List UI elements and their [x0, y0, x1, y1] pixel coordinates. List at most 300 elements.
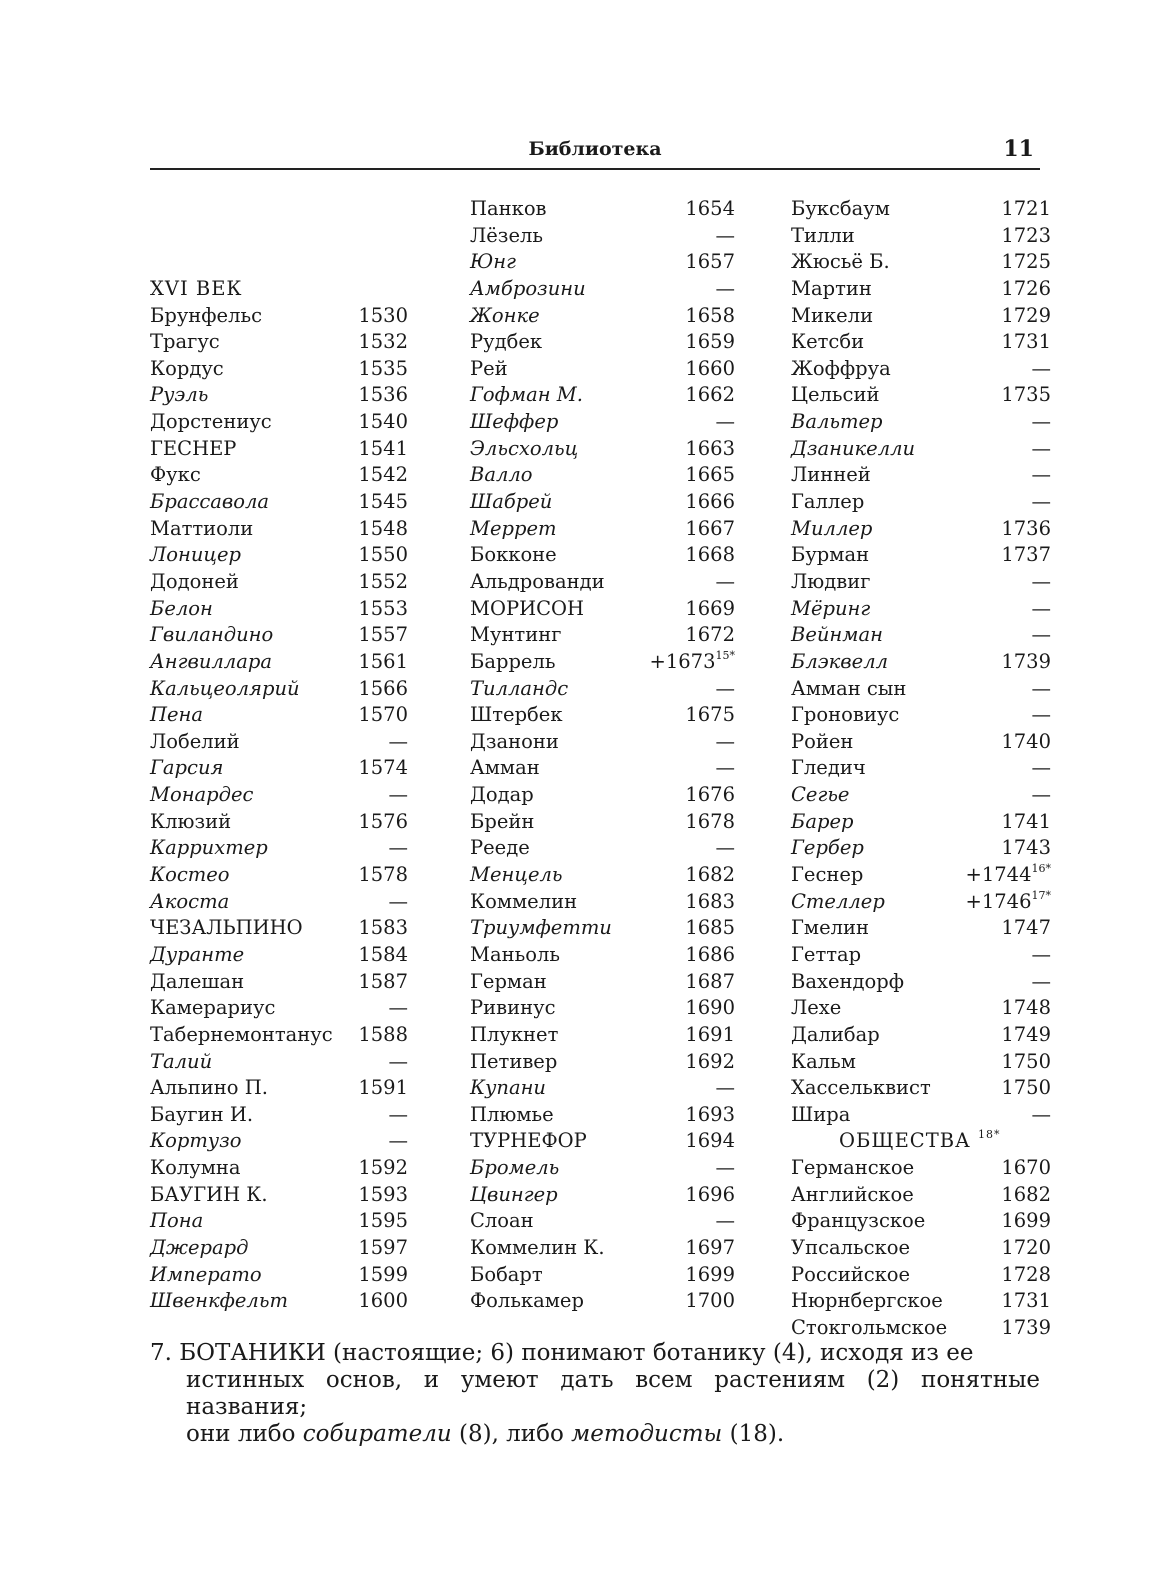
entry-name	[150, 1262, 262, 1289]
entry-name-text: Шабрей	[470, 490, 553, 514]
entry-year-text: —	[1031, 356, 1051, 380]
entry-name	[791, 276, 872, 303]
entry-name	[791, 1288, 943, 1315]
entry-name	[150, 809, 231, 836]
entry-row	[150, 649, 408, 676]
entry-row	[470, 862, 735, 889]
entry-name	[470, 889, 577, 916]
entry-name-text: Вальтер	[791, 410, 883, 434]
entry-row	[791, 649, 1051, 676]
entry-year	[685, 622, 735, 649]
entry-row	[791, 1262, 1051, 1289]
entry-year	[1032, 462, 1052, 489]
entry-year-text: 1720	[1001, 1235, 1051, 1259]
entry-name-text: Мёринг	[791, 596, 871, 620]
entry-year-text: 1548	[358, 516, 408, 540]
entry-name-text: Вахендорф	[791, 969, 904, 993]
entry-year	[716, 676, 736, 703]
entry-name	[150, 382, 208, 409]
entry-row	[791, 1102, 1051, 1129]
entry-name-text: Вейнман	[791, 623, 883, 647]
entry-year-text: 1694	[685, 1129, 735, 1153]
entry-year-text: —	[715, 1156, 735, 1180]
entry-row	[150, 516, 408, 543]
entry-name-text: Колумна	[150, 1156, 241, 1180]
entry-name-text: Коммелин К.	[470, 1235, 605, 1259]
entry-row	[150, 969, 408, 996]
entry-year-text: —	[715, 729, 735, 753]
entry-name-text: Барер	[791, 809, 854, 833]
entry-name-text: Амман	[470, 756, 540, 780]
entry-row	[150, 436, 408, 463]
entry-name	[150, 303, 262, 330]
entry-row	[470, 196, 735, 223]
entry-year	[685, 489, 735, 516]
entry-row	[791, 382, 1051, 409]
entry-name-text: Баррель	[470, 649, 556, 673]
entry-row	[150, 249, 408, 276]
entry-year	[1001, 1022, 1051, 1049]
entry-row	[470, 303, 735, 330]
entry-year-text: —	[1031, 410, 1051, 434]
entry-name-text: Пена	[150, 703, 204, 727]
entry-year	[358, 303, 408, 330]
entry-year-text: 1574	[358, 756, 408, 780]
entry-name	[470, 915, 612, 942]
entry-year	[1001, 196, 1051, 223]
entry-year-text: 1583	[358, 916, 408, 940]
entry-name-text: Кальм	[791, 1049, 856, 1073]
entry-name-text: Рей	[470, 356, 508, 380]
entry-year-text: 1676	[685, 783, 735, 807]
entry-row	[791, 569, 1051, 596]
entry-year	[685, 995, 735, 1022]
entry-name	[470, 276, 586, 303]
entry-row	[470, 1208, 735, 1235]
entry-row	[150, 915, 408, 942]
entry-year-text: 1595	[358, 1209, 408, 1233]
entry-name	[791, 303, 873, 330]
entry-name	[150, 1288, 288, 1315]
entry-year-text: —	[715, 410, 735, 434]
entry-name-text: Штербек	[470, 703, 563, 727]
entry-year	[358, 622, 408, 649]
entry-name	[791, 702, 899, 729]
entry-name-text: Шира	[791, 1102, 851, 1126]
entry-name-text: Амброзини	[470, 276, 586, 300]
entry-year	[358, 1075, 408, 1102]
entry-row	[150, 596, 408, 623]
entry-name	[470, 223, 543, 250]
entry-name	[791, 969, 904, 996]
entry-year-text: —	[715, 756, 735, 780]
entry-year	[1001, 329, 1051, 356]
entry-year	[1001, 516, 1051, 543]
entry-name-text: Каррихтер	[150, 836, 268, 860]
entry-name	[791, 1075, 931, 1102]
entry-year	[1001, 1262, 1051, 1289]
entry-year-text: +1673	[649, 649, 716, 673]
entry-name	[470, 329, 542, 356]
entry-name	[470, 382, 583, 409]
entry-year	[1032, 436, 1052, 463]
entry-name-text: Жюсьё Б.	[791, 250, 890, 274]
entry-name-text: Швенкфельт	[150, 1289, 288, 1313]
entry-name-text: Германское	[791, 1156, 915, 1180]
entry-year	[1001, 1155, 1051, 1182]
entry-row	[470, 569, 735, 596]
entry-year	[1032, 489, 1052, 516]
page-number: 11	[1003, 136, 1034, 162]
entry-year	[358, 356, 408, 383]
entry-name	[470, 1075, 546, 1102]
entry-year-text: 1731	[1001, 330, 1051, 354]
footnote-mark: 15*	[715, 648, 735, 662]
entry-year-text: 1737	[1001, 543, 1051, 567]
entry-name	[791, 835, 864, 862]
entry-year	[1032, 755, 1052, 782]
entry-row	[470, 1128, 735, 1155]
entry-name	[150, 1022, 333, 1049]
entry-year-text: 1693	[685, 1102, 735, 1126]
entry-year	[358, 1208, 408, 1235]
entry-year-text: —	[1031, 490, 1051, 514]
entry-year	[685, 1102, 735, 1129]
entry-year	[1001, 729, 1051, 756]
entry-year-text: —	[715, 276, 735, 300]
entry-row	[150, 1182, 408, 1209]
entry-name-text: ТУРНЕФОР	[470, 1129, 587, 1153]
entry-name-text: Руэль	[150, 383, 209, 407]
entry-name-text: ОБЩЕСТВА	[839, 1129, 971, 1153]
entry-row	[150, 1208, 408, 1235]
entry-year-text: —	[1031, 783, 1051, 807]
entry-name	[470, 1182, 558, 1209]
entry-name-text: Триумфетти	[470, 916, 612, 940]
entry-name	[470, 1022, 558, 1049]
entry-year	[358, 969, 408, 996]
entry-name	[150, 782, 253, 809]
entry-name	[150, 676, 300, 703]
entry-name-text: Линней	[791, 463, 871, 487]
entry-row	[150, 1075, 408, 1102]
entry-row	[150, 942, 408, 969]
entry-name-text: Альдрованди	[470, 569, 605, 593]
entry-year-text: —	[1031, 623, 1051, 647]
entry-row	[150, 1288, 408, 1315]
entry-name-text: Юнг	[470, 250, 516, 274]
entry-name	[150, 649, 272, 676]
running-title: Библиотека	[528, 138, 662, 160]
entry-year	[358, 1235, 408, 1262]
entry-year-text: —	[1031, 703, 1051, 727]
entry-name-text: Далешан	[150, 969, 245, 993]
entry-year-text: 1561	[358, 649, 408, 673]
entry-year	[685, 1128, 735, 1155]
entry-name	[791, 1022, 880, 1049]
entry-row	[470, 835, 735, 862]
entry-year	[1001, 1235, 1051, 1262]
entry-row	[791, 622, 1051, 649]
entry-row	[150, 1235, 408, 1262]
entry-name-text: Жоффруа	[791, 356, 891, 380]
column-3	[791, 196, 1051, 1342]
entry-year	[358, 676, 408, 703]
entry-name-text: Гвиландино	[150, 623, 274, 647]
entry-year-text: —	[388, 1049, 408, 1073]
entry-year-text: 1550	[358, 543, 408, 567]
entry-year	[358, 915, 408, 942]
entry-name	[150, 1235, 249, 1262]
entry-name	[791, 382, 879, 409]
entry-name-text: Стеллер	[791, 889, 885, 913]
entry-year	[685, 809, 735, 836]
entry-row	[791, 942, 1051, 969]
entry-year	[358, 409, 408, 436]
entry-name-text: Альпино П.	[150, 1076, 268, 1100]
entry-name-text: Хассельквист	[791, 1076, 931, 1100]
entry-name	[791, 622, 883, 649]
entry-year-text: 1668	[685, 543, 735, 567]
entry-name	[470, 702, 563, 729]
entry-row	[150, 835, 408, 862]
entry-year	[358, 1022, 408, 1049]
entry-year	[716, 223, 736, 250]
entry-row	[150, 729, 408, 756]
entry-year-text: —	[1031, 756, 1051, 780]
entry-year-text: 1741	[1001, 809, 1051, 833]
entry-name	[150, 729, 240, 756]
entry-name	[791, 862, 863, 889]
entry-year	[1032, 942, 1052, 969]
entry-year-text: —	[715, 836, 735, 860]
entry-name	[470, 835, 530, 862]
entry-name	[470, 356, 508, 383]
entry-row	[791, 1075, 1051, 1102]
entry-name	[150, 702, 203, 729]
entry-year-text: 1599	[358, 1262, 408, 1286]
entry-year-text: 1685	[685, 916, 735, 940]
entry-name-text: Плюмье	[470, 1102, 554, 1126]
entry-name-text: Гербер	[791, 836, 864, 860]
entry-year	[1032, 782, 1052, 809]
entry-year	[685, 782, 735, 809]
entry-name-text: Гарсия	[150, 756, 224, 780]
entry-name	[791, 649, 888, 676]
entry-year-text: 1699	[685, 1262, 735, 1286]
entry-name-text: Гледич	[791, 756, 866, 780]
entry-name-text: Пона	[150, 1209, 204, 1233]
entry-name-text: Лёзель	[470, 223, 543, 247]
entry-name-text: Клюзий	[150, 809, 232, 833]
entry-year	[358, 649, 408, 676]
entry-name-text: МОРИСОН	[470, 596, 584, 620]
footnote-mark: 18*	[978, 1128, 1001, 1142]
entry-name-text: Дзаникелли	[791, 436, 916, 460]
entry-year-text: 1690	[685, 996, 735, 1020]
entry-year-text: —	[388, 1129, 408, 1153]
entry-year	[716, 835, 736, 862]
entry-year-text: 1691	[685, 1022, 735, 1046]
entry-name-text: Табернемонтанус	[150, 1022, 333, 1046]
entry-name	[470, 782, 534, 809]
entry-year-text: 1675	[685, 703, 735, 727]
entry-year-text: 1557	[358, 623, 408, 647]
entry-year	[1001, 276, 1051, 303]
entry-name	[150, 1102, 253, 1129]
entry-row	[470, 676, 735, 703]
entry-year	[716, 569, 736, 596]
entry-year	[1032, 969, 1052, 996]
entry-name-text: Гофман М.	[470, 383, 583, 407]
entry-name	[839, 1128, 1001, 1155]
entry-name-text: Геттар	[791, 942, 862, 966]
entry-name	[791, 755, 866, 782]
entry-name-text: Акоста	[150, 889, 230, 913]
entry-year	[685, 356, 735, 383]
entry-name	[150, 622, 273, 649]
entry-name	[470, 729, 559, 756]
entry-year	[1001, 249, 1051, 276]
entry-name-text: Кальцеолярий	[150, 676, 300, 700]
entry-row	[150, 995, 408, 1022]
entry-name	[470, 942, 560, 969]
entry-name	[791, 995, 841, 1022]
entry-name-text: Стокгольмское	[791, 1315, 948, 1339]
entry-name	[791, 942, 861, 969]
entry-name-text: Ройен	[791, 729, 854, 753]
entry-name	[791, 729, 853, 756]
entry-year-text: 1600	[358, 1289, 408, 1313]
entry-name	[470, 1208, 534, 1235]
entry-year-text: —	[1031, 969, 1051, 993]
entry-name	[470, 1102, 554, 1129]
entry-row	[791, 249, 1051, 276]
entry-year	[716, 276, 736, 303]
entry-year-text: 1747	[1001, 916, 1051, 940]
entry-row	[470, 1288, 735, 1315]
entry-row	[470, 942, 735, 969]
entry-year-text: 1749	[1001, 1022, 1051, 1046]
column-2	[470, 196, 735, 1315]
entry-name	[470, 303, 540, 330]
entry-name-text: Талий	[150, 1049, 213, 1073]
entry-name	[150, 409, 272, 436]
entry-year-text: 1663	[685, 436, 735, 460]
entry-name	[470, 436, 578, 463]
entry-name-text: ЧЕЗАЛЬПИНО	[150, 916, 303, 940]
entry-name-text: Маньоль	[470, 942, 560, 966]
entry-year-text: —	[388, 1102, 408, 1126]
entry-row	[470, 729, 735, 756]
page-header	[150, 134, 1040, 170]
entry-year	[389, 1049, 409, 1076]
entry-year	[685, 702, 735, 729]
entry-year	[1001, 835, 1051, 862]
entry-row	[150, 329, 408, 356]
entry-name-text: Дуранте	[150, 942, 245, 966]
entry-year	[358, 1182, 408, 1209]
entry-year	[1001, 915, 1051, 942]
entry-row	[791, 223, 1051, 250]
entry-year-text: 1729	[1001, 303, 1051, 327]
entry-year-text: 1748	[1001, 996, 1051, 1020]
entry-year	[716, 1155, 736, 1182]
entry-row	[791, 462, 1051, 489]
entry-year-text: —	[1031, 676, 1051, 700]
entry-year	[358, 382, 408, 409]
entry-name-text: Кордус	[150, 356, 224, 380]
entry-name-text: Российское	[791, 1262, 911, 1286]
header-rule	[150, 168, 1040, 170]
entry-name	[150, 1182, 268, 1209]
entry-row	[791, 729, 1051, 756]
entry-name-text: Буксбаум	[791, 197, 890, 220]
entry-name	[470, 1235, 605, 1262]
entry-name	[791, 329, 864, 356]
entry-row	[470, 489, 735, 516]
entry-name-text: Мартин	[791, 276, 872, 300]
entry-year	[685, 249, 735, 276]
entry-name-text: Брунфельс	[150, 303, 263, 327]
entry-year-text: 1593	[358, 1182, 408, 1206]
entry-year	[1032, 622, 1052, 649]
entry-name	[470, 196, 547, 223]
entry-name	[150, 489, 269, 516]
entry-year-text: 1682	[685, 863, 735, 887]
entry-year	[685, 942, 735, 969]
entry-row	[791, 542, 1051, 569]
entry-name-text: Додоней	[150, 569, 239, 593]
entry-year-text: 1578	[358, 863, 408, 887]
entry-year	[685, 1049, 735, 1076]
entry-name-text: Императо	[150, 1262, 262, 1286]
entry-name	[791, 1208, 925, 1235]
entry-year-text: 1587	[358, 969, 408, 993]
entry-row	[470, 1262, 735, 1289]
entry-row	[470, 809, 735, 836]
entry-name	[791, 1182, 914, 1209]
entry-year	[685, 196, 735, 223]
entry-name-text: Сегье	[791, 783, 850, 807]
entry-year	[1032, 1102, 1052, 1129]
entry-year	[358, 596, 408, 623]
entry-name-text: БАУГИН К.	[150, 1182, 268, 1206]
entry-row	[470, 462, 735, 489]
entry-name-text: Далибар	[791, 1022, 880, 1046]
entry-year	[650, 649, 735, 676]
entry-name-text: Микели	[791, 303, 874, 327]
entry-name-text: Панков	[470, 197, 547, 220]
entry-year	[685, 889, 735, 916]
term-methodists: методисты	[571, 1421, 723, 1447]
entry-year-text: —	[1031, 942, 1051, 966]
entry-year-text: —	[715, 1076, 735, 1100]
entry-name-text: Менцель	[470, 863, 563, 887]
entry-name	[150, 1155, 240, 1182]
entry-year	[685, 1182, 735, 1209]
entry-name-text: Упсальское	[791, 1235, 911, 1259]
entry-year	[358, 542, 408, 569]
entry-name-text: XVI ВЕК	[150, 276, 243, 300]
entry-name-text: Галлер	[791, 490, 865, 514]
entry-name-text: Меррет	[470, 516, 557, 540]
entry-year-text: 1535	[358, 356, 408, 380]
entry-name	[470, 409, 558, 436]
entry-name-text: Гроновиус	[791, 703, 900, 727]
entry-row	[470, 249, 735, 276]
entry-name	[470, 862, 563, 889]
